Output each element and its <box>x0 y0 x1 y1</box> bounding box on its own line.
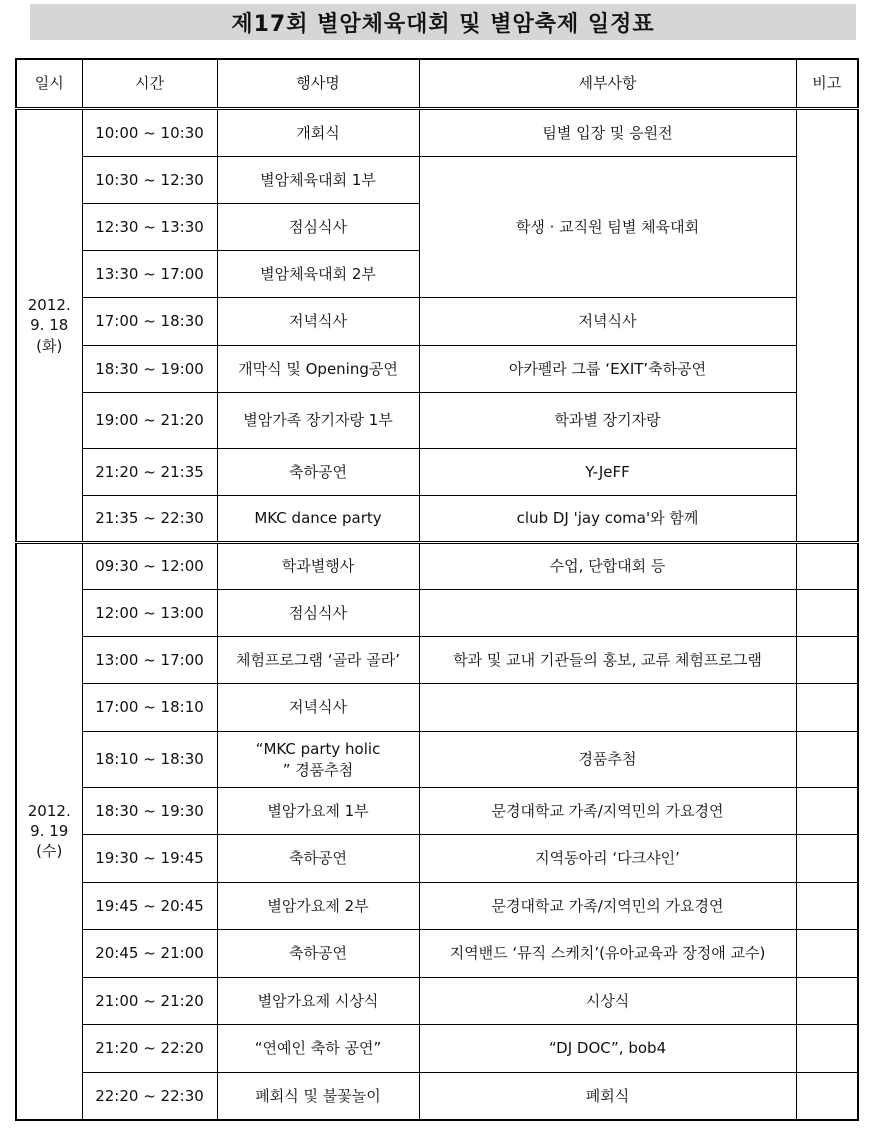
note-cell-day1 <box>796 109 858 543</box>
detail-cell <box>419 684 796 732</box>
table-row <box>16 637 858 684</box>
time-cell: 10:30 ~ 12:30 <box>82 157 217 204</box>
event-cell: 폐회식 및 불꽃놀이 <box>217 1073 419 1120</box>
note-cell <box>796 732 858 788</box>
time-cell: 19:45 ~ 20:45 <box>82 883 217 930</box>
table-row <box>16 393 858 449</box>
time-cell: 19:30 ~ 19:45 <box>82 835 217 883</box>
note-cell <box>796 1025 858 1073</box>
date-line: 2012. <box>27 296 71 315</box>
event-cell: 별암체육대회 1부 <box>217 157 419 204</box>
event-cell: 학과별행사 <box>217 543 419 590</box>
detail-cell: 시상식 <box>419 978 796 1025</box>
event-cell: 축하공연 <box>217 930 419 978</box>
table-row <box>16 109 858 157</box>
detail-cell: 문경대학교 가족/지역민의 가요경연 <box>419 883 796 930</box>
time-cell: 09:30 ~ 12:00 <box>82 543 217 590</box>
table-row <box>16 157 858 204</box>
time-cell: 12:30 ~ 13:30 <box>82 204 217 251</box>
table-row <box>16 684 858 732</box>
table-row <box>16 346 858 393</box>
header-note: 비고 <box>796 59 858 109</box>
note-cell <box>796 684 858 732</box>
event-line: ” 경품추첨 <box>282 760 354 779</box>
event-cell: 별암가요제 1부 <box>217 788 419 835</box>
header-date: 일시 <box>16 59 82 109</box>
table-row <box>16 930 858 978</box>
time-cell: 10:00 ~ 10:30 <box>82 109 217 157</box>
time-cell: 21:35 ~ 22:30 <box>82 496 217 543</box>
detail-cell: club DJ 'jay coma'와 함께 <box>419 496 796 543</box>
page-title: 제17회 별암체육대회 및 별암축제 일정표 <box>231 11 655 37</box>
table-row <box>16 1025 858 1073</box>
time-cell: 22:20 ~ 22:30 <box>82 1073 217 1120</box>
time-cell: 18:30 ~ 19:30 <box>82 788 217 835</box>
time-cell: 13:30 ~ 17:00 <box>82 251 217 298</box>
date-cell-day1 <box>16 109 82 543</box>
schedule-table <box>15 58 859 1121</box>
detail-cell: 학과 및 교내 기관들의 홍보, 교류 체험프로그램 <box>419 637 796 684</box>
detail-cell: 지역동아리 ‘다크샤인’ <box>419 835 796 883</box>
event-cell: 축하공연 <box>217 835 419 883</box>
table-row <box>16 496 858 543</box>
detail-cell: 학생 · 교직원 팀별 체육대회 <box>419 157 796 298</box>
event-cell: 축하공연 <box>217 449 419 496</box>
event-cell: 개막식 및 Opening공연 <box>217 346 419 393</box>
note-cell <box>796 835 858 883</box>
time-cell: 17:00 ~ 18:10 <box>82 684 217 732</box>
detail-cell: 폐회식 <box>419 1073 796 1120</box>
event-cell: 개회식 <box>217 109 419 157</box>
time-cell: 20:45 ~ 21:00 <box>82 930 217 978</box>
note-cell <box>796 1073 858 1120</box>
table-row <box>16 883 858 930</box>
time-cell: 13:00 ~ 17:00 <box>82 637 217 684</box>
note-cell <box>796 883 858 930</box>
detail-cell <box>419 590 796 637</box>
event-cell: “연예인 축하 공연” <box>217 1025 419 1073</box>
header-event: 행사명 <box>217 59 419 109</box>
table-row <box>16 590 858 637</box>
date-line: 9. 19 <box>30 822 69 841</box>
event-cell: 별암가족 장기자랑 1부 <box>217 393 419 449</box>
event-cell: MKC dance party <box>217 496 419 543</box>
header-detail: 세부사항 <box>419 59 796 109</box>
table-row <box>16 835 858 883</box>
table-row <box>16 543 858 590</box>
detail-cell: 경품추첨 <box>419 732 796 788</box>
table-row <box>16 788 858 835</box>
table-row <box>16 1073 858 1120</box>
event-cell: 체험프로그램 ‘골라 골라’ <box>217 637 419 684</box>
table-row <box>16 298 858 346</box>
detail-cell: Y-JeFF <box>419 449 796 496</box>
event-cell: 점심식사 <box>217 590 419 637</box>
time-cell: 21:00 ~ 21:20 <box>82 978 217 1025</box>
date-line: (화) <box>36 336 63 355</box>
event-cell: 저녁식사 <box>217 684 419 732</box>
detail-cell: 저녁식사 <box>419 298 796 346</box>
date-line: (수) <box>36 842 63 861</box>
table-row <box>16 449 858 496</box>
detail-cell: 팀별 입장 및 응원전 <box>419 109 796 157</box>
detail-cell: 아카펠라 그룹 ‘EXIT’축하공연 <box>419 346 796 393</box>
event-cell: 별암가요제 시상식 <box>217 978 419 1025</box>
event-cell: 별암가요제 2부 <box>217 883 419 930</box>
detail-cell: 학과별 장기자랑 <box>419 393 796 449</box>
event-cell: 별암체육대회 2부 <box>217 251 419 298</box>
table-row <box>16 978 858 1025</box>
date-line: 2012. <box>27 801 71 820</box>
date-line: 9. 18 <box>30 316 69 335</box>
table-row <box>16 732 858 788</box>
note-cell <box>796 543 858 590</box>
event-cell <box>217 732 419 788</box>
header-time: 시간 <box>82 59 217 109</box>
event-line: “MKC party holic <box>255 740 381 759</box>
detail-cell: 수업, 단합대회 등 <box>419 543 796 590</box>
header-row <box>16 59 858 109</box>
time-cell: 17:00 ~ 18:30 <box>82 298 217 346</box>
time-cell: 21:20 ~ 22:20 <box>82 1025 217 1073</box>
note-cell <box>796 788 858 835</box>
note-cell <box>796 590 858 637</box>
event-cell: 저녁식사 <box>217 298 419 346</box>
time-cell: 18:10 ~ 18:30 <box>82 732 217 788</box>
time-cell: 21:20 ~ 21:35 <box>82 449 217 496</box>
time-cell: 12:00 ~ 13:00 <box>82 590 217 637</box>
date-cell-day2 <box>16 543 82 1120</box>
note-cell <box>796 978 858 1025</box>
time-cell: 18:30 ~ 19:00 <box>82 346 217 393</box>
event-cell: 점심식사 <box>217 204 419 251</box>
detail-cell: “DJ DOC”, bob4 <box>419 1025 796 1073</box>
title-bar <box>30 4 856 40</box>
note-cell <box>796 930 858 978</box>
note-cell <box>796 637 858 684</box>
detail-cell: 지역밴드 ‘뮤직 스케치’(유아교육과 장정애 교수) <box>419 930 796 978</box>
detail-cell: 문경대학교 가족/지역민의 가요경연 <box>419 788 796 835</box>
time-cell: 19:00 ~ 21:20 <box>82 393 217 449</box>
